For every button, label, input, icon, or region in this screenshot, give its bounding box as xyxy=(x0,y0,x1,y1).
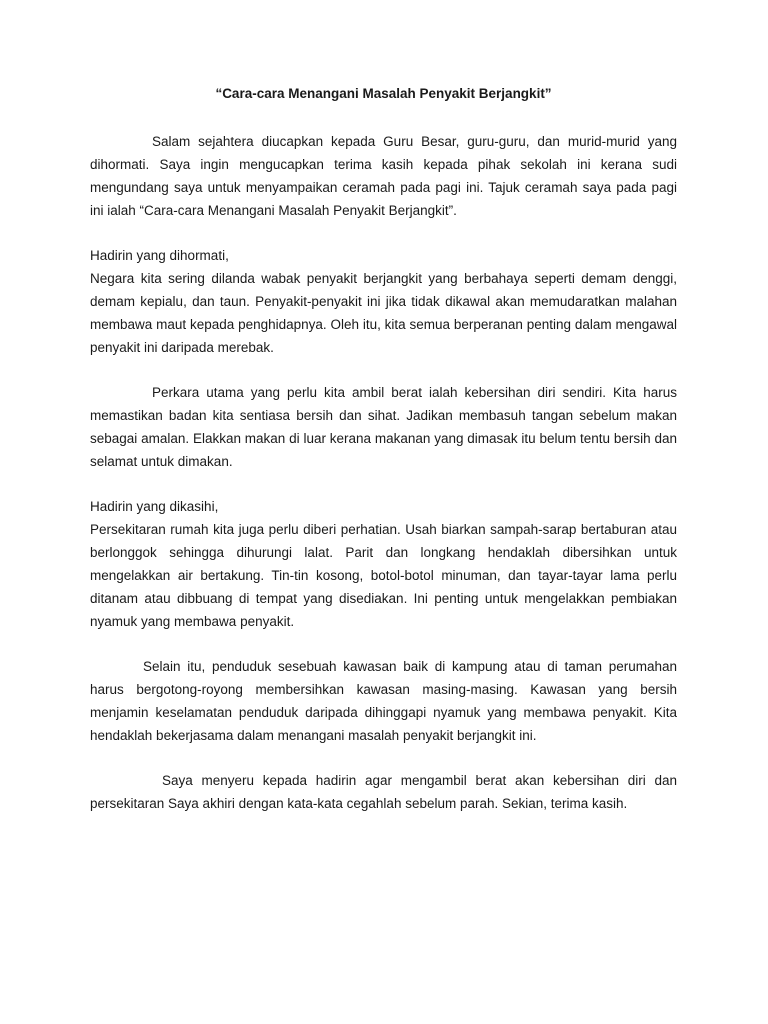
greeting-dikasihi: Hadirin yang dikasihi, xyxy=(90,499,219,514)
paragraph-closing: Saya menyeru kepada hadirin agar mengambil berat akan kebersihan diri dan persekitaran Saya akhiri dengan kata-kata cegahlah sebelum parah. Sekian, terima kasih. xyxy=(90,773,677,811)
paragraph-community: Selain itu, penduduk sesebuah kawasan baik di kampung atau di taman perumahan harus bergotong-royong membersihkan kawasan masing-masing. Kawasan yang bersih menjamin keselamatan penduduk daripada dihinggapi nyamuk yang membawa penyakit. Kita hendaklah bekerjasama dalam menangani masalah penyakit berjangkit ini. xyxy=(90,659,677,743)
document-page xyxy=(90,84,677,837)
paragraph-disease-text: Negara kita sering dilanda wabak penyakit berjangkit yang berbahaya seperti demam denggi, demam kepialu, dan taun. Penyakit-penyakit ini jika tidak dikawal akan memudaratkan malahan membawa maut kepada penghidapnya. Oleh itu, kita semua berperanan penting dalam mengawal penyakit ini daripada merebak. xyxy=(90,271,677,355)
greeting-dihormati: Hadirin yang dihormati, xyxy=(90,248,229,263)
paragraph-disease-block xyxy=(90,244,677,359)
paragraph-environment-block xyxy=(90,495,677,633)
paragraph-opening: Salam sejahtera diucapkan kepada Guru Besar, guru-guru, dan murid-murid yang dihormati. Saya ingin mengucapkan terima kasih kepada pihak sekolah ini kerana sudi mengundang saya untuk menyampaikan ceramah pada pagi ini. Tajuk ceramah saya pada pagi ini ialah “Cara-cara Menangani Masalah Penyakit Berjangkit”. xyxy=(90,134,677,218)
paragraph-environment-text: Persekitaran rumah kita juga perlu diberi perhatian. Usah biarkan sampah-sarap bertaburan atau berlonggok sehingga dihurungi lalat. Parit dan longkang hendaklah dibersihkan untuk mengelakkan air bertakung. Tin-tin kosong, botol-botol minuman, dan tayar-tayar lama perlu ditanam atau dibbuang di tempat yang disediakan. Ini penting untuk mengelakkan pembiakan nyamuk yang membawa penyakit. xyxy=(90,522,677,629)
paragraph-personal-hygiene: Perkara utama yang perlu kita ambil berat ialah kebersihan diri sendiri. Kita harus memastikan badan kita sentiasa bersih dan sihat. Jadikan membasuh tangan sebelum makan sebagai amalan. Elakkan makan di luar kerana makanan yang dimasak itu belum tentu bersih dan selamat untuk dimakan. xyxy=(90,385,677,469)
document-title: “Cara-cara Menangani Masalah Penyakit Berjangkit” xyxy=(215,86,552,101)
